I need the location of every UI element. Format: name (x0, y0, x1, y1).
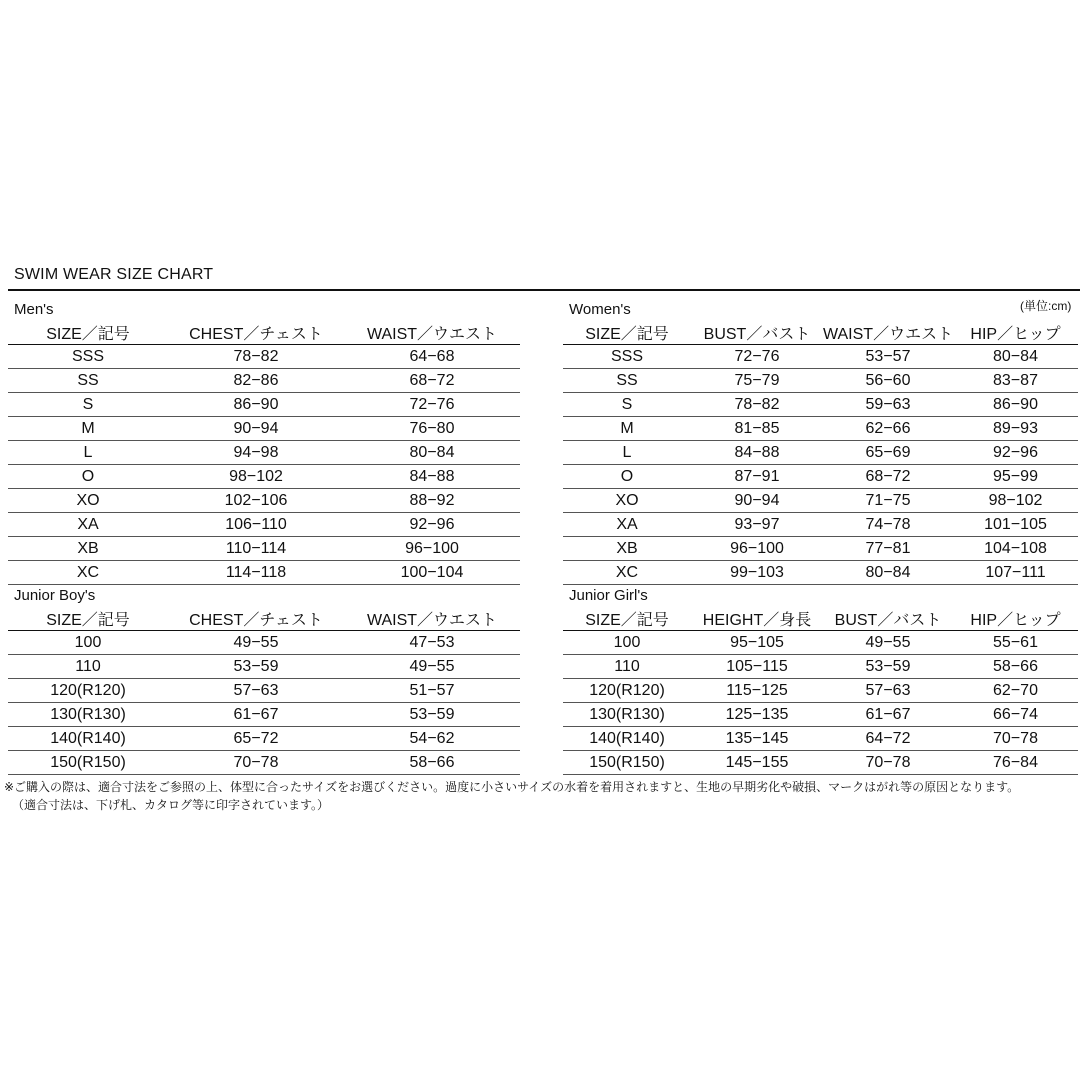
title-divider (8, 289, 1080, 291)
measurement-cell: 72−76 (344, 393, 520, 417)
junior-girls-table (563, 607, 1078, 775)
measurement-cell: 95−105 (691, 631, 823, 655)
header-row (8, 321, 520, 345)
measurement-cell: 56−60 (823, 369, 953, 393)
measurement-cell: 114−118 (168, 561, 344, 585)
measurement-cell: 74−78 (823, 513, 953, 537)
measurement-cell: 92−96 (344, 513, 520, 537)
junior-boys-title: Junior Boy's (14, 587, 96, 604)
size-cell: XO (563, 489, 691, 513)
column-header: HIP／ヒップ (953, 321, 1078, 345)
measurement-cell: 96−100 (691, 537, 823, 561)
table-row (8, 489, 520, 513)
size-cell: XC (563, 561, 691, 585)
size-cell: M (563, 417, 691, 441)
measurement-cell: 65−72 (168, 727, 344, 751)
measurement-cell: 92−96 (953, 441, 1078, 465)
measurement-cell: 70−78 (953, 727, 1078, 751)
table-row (8, 655, 520, 679)
measurement-cell: 72−76 (691, 345, 823, 369)
measurement-cell: 110−114 (168, 537, 344, 561)
measurement-cell: 86−90 (953, 393, 1078, 417)
chart-title: SWIM WEAR SIZE CHART (14, 266, 214, 283)
size-cell: S (8, 393, 168, 417)
size-cell: L (8, 441, 168, 465)
table-row (563, 393, 1078, 417)
measurement-cell: 95−99 (953, 465, 1078, 489)
column-header: WAIST／ウエスト (823, 321, 953, 345)
measurement-cell: 80−84 (953, 345, 1078, 369)
measurement-cell: 54−62 (344, 727, 520, 751)
table-row (8, 631, 520, 655)
table-row (8, 751, 520, 775)
column-header: BUST／バスト (691, 321, 823, 345)
size-cell: XC (8, 561, 168, 585)
measurement-cell: 62−70 (953, 679, 1078, 703)
table-row (8, 417, 520, 441)
table-row (8, 513, 520, 537)
table-row (563, 465, 1078, 489)
junior-girls-section (563, 585, 1078, 775)
table-row (8, 393, 520, 417)
mens-section (8, 299, 520, 585)
table-row (8, 345, 520, 369)
column-header: HIP／ヒップ (953, 607, 1078, 631)
measurement-cell: 61−67 (168, 703, 344, 727)
womens-title: Women's (569, 301, 631, 318)
size-cell: XO (8, 489, 168, 513)
measurement-cell: 68−72 (344, 369, 520, 393)
measurement-cell: 145−155 (691, 751, 823, 775)
table-row (8, 679, 520, 703)
measurement-cell: 87−91 (691, 465, 823, 489)
measurement-cell: 115−125 (691, 679, 823, 703)
unit-label: (単位:cm) (1020, 299, 1072, 313)
column-header: CHEST／チェスト (168, 321, 344, 345)
size-cell: XA (563, 513, 691, 537)
header-row (8, 607, 520, 631)
table-row (563, 631, 1078, 655)
measurement-cell: 62−66 (823, 417, 953, 441)
measurement-cell: 107−111 (953, 561, 1078, 585)
measurement-cell: 98−102 (168, 465, 344, 489)
column-header: SIZE／記号 (563, 321, 691, 345)
junior-boys-section (8, 585, 520, 775)
measurement-cell: 76−84 (953, 751, 1078, 775)
measurement-cell: 105−115 (691, 655, 823, 679)
size-cell: XB (563, 537, 691, 561)
measurement-cell: 104−108 (953, 537, 1078, 561)
size-cell: XB (8, 537, 168, 561)
size-cell: 110 (8, 655, 168, 679)
column-header: CHEST／チェスト (168, 607, 344, 631)
table-row (8, 727, 520, 751)
table-row (563, 513, 1078, 537)
table-row (8, 537, 520, 561)
measurement-cell: 65−69 (823, 441, 953, 465)
size-cell: S (563, 393, 691, 417)
size-cell: 120(R120) (563, 679, 691, 703)
measurement-cell: 100−104 (344, 561, 520, 585)
measurement-cell: 90−94 (168, 417, 344, 441)
header-row (563, 321, 1078, 345)
table-row (563, 441, 1078, 465)
size-cell: L (563, 441, 691, 465)
measurement-cell: 66−74 (953, 703, 1078, 727)
size-cell: 150(R150) (563, 751, 691, 775)
measurement-cell: 89−93 (953, 417, 1078, 441)
table-row (563, 561, 1078, 585)
size-cell: SS (8, 369, 168, 393)
table-row (563, 751, 1078, 775)
measurement-cell: 47−53 (344, 631, 520, 655)
column-header: WAIST／ウエスト (344, 607, 520, 631)
measurement-cell: 76−80 (344, 417, 520, 441)
column-header: HEIGHT／身長 (691, 607, 823, 631)
womens-section (563, 299, 1078, 585)
column-header: WAIST／ウエスト (344, 321, 520, 345)
womens-table (563, 321, 1078, 585)
measurement-cell: 98−102 (953, 489, 1078, 513)
footnote-line: ※ご購入の際は、適合寸法をご参照の上、体型に合ったサイズをお選びください。過度に小さいサイズの水着を着用されますと、生地の早期劣化や破損、マークはがれ等の原因となります。 (4, 780, 1020, 794)
measurement-cell: 84−88 (344, 465, 520, 489)
measurement-cell: 102−106 (168, 489, 344, 513)
size-cell: O (563, 465, 691, 489)
measurement-cell: 64−72 (823, 727, 953, 751)
measurement-cell: 80−84 (823, 561, 953, 585)
measurement-cell: 77−81 (823, 537, 953, 561)
table-row (563, 345, 1078, 369)
size-cell: 100 (8, 631, 168, 655)
measurement-cell: 90−94 (691, 489, 823, 513)
mens-title: Men's (14, 301, 54, 318)
measurement-cell: 49−55 (344, 655, 520, 679)
size-cell: 150(R150) (8, 751, 168, 775)
measurement-cell: 84−88 (691, 441, 823, 465)
table-row (563, 537, 1078, 561)
measurement-cell: 106−110 (168, 513, 344, 537)
size-cell: 140(R140) (563, 727, 691, 751)
measurement-cell: 80−84 (344, 441, 520, 465)
size-cell: 130(R130) (563, 703, 691, 727)
size-cell: XA (8, 513, 168, 537)
measurement-cell: 96−100 (344, 537, 520, 561)
measurement-cell: 53−57 (823, 345, 953, 369)
table-row (8, 441, 520, 465)
footnotes (4, 778, 1019, 814)
footnote-line: （適合寸法は、下げ札、カタログ等に印字されています。） (12, 798, 330, 812)
measurement-cell: 125−135 (691, 703, 823, 727)
measurement-cell: 88−92 (344, 489, 520, 513)
table-row (563, 727, 1078, 751)
table-row (563, 369, 1078, 393)
measurement-cell: 58−66 (344, 751, 520, 775)
table-row (8, 561, 520, 585)
junior-boys-table (8, 607, 520, 775)
column-header: BUST／バスト (823, 607, 953, 631)
size-cell: 140(R140) (8, 727, 168, 751)
measurement-cell: 135−145 (691, 727, 823, 751)
measurement-cell: 101−105 (953, 513, 1078, 537)
measurement-cell: 70−78 (823, 751, 953, 775)
junior-girls-title: Junior Girl's (569, 587, 648, 604)
table-row (563, 703, 1078, 727)
column-header: SIZE／記号 (8, 607, 168, 631)
table-row (563, 655, 1078, 679)
measurement-cell: 82−86 (168, 369, 344, 393)
table-row (8, 369, 520, 393)
size-cell: SSS (563, 345, 691, 369)
measurement-cell: 94−98 (168, 441, 344, 465)
size-cell: 110 (563, 655, 691, 679)
measurement-cell: 57−63 (168, 679, 344, 703)
measurement-cell: 99−103 (691, 561, 823, 585)
column-header: SIZE／記号 (8, 321, 168, 345)
measurement-cell: 70−78 (168, 751, 344, 775)
measurement-cell: 86−90 (168, 393, 344, 417)
measurement-cell: 78−82 (691, 393, 823, 417)
measurement-cell: 93−97 (691, 513, 823, 537)
size-cell: SS (563, 369, 691, 393)
table-row (563, 489, 1078, 513)
size-cell: 120(R120) (8, 679, 168, 703)
measurement-cell: 64−68 (344, 345, 520, 369)
measurement-cell: 57−63 (823, 679, 953, 703)
table-row (563, 679, 1078, 703)
size-cell: 130(R130) (8, 703, 168, 727)
measurement-cell: 58−66 (953, 655, 1078, 679)
measurement-cell: 51−57 (344, 679, 520, 703)
table-row (8, 465, 520, 489)
measurement-cell: 61−67 (823, 703, 953, 727)
size-cell: M (8, 417, 168, 441)
measurement-cell: 78−82 (168, 345, 344, 369)
column-header: SIZE／記号 (563, 607, 691, 631)
measurement-cell: 55−61 (953, 631, 1078, 655)
measurement-cell: 53−59 (168, 655, 344, 679)
table-row (8, 703, 520, 727)
size-cell: 100 (563, 631, 691, 655)
measurement-cell: 75−79 (691, 369, 823, 393)
measurement-cell: 49−55 (823, 631, 953, 655)
measurement-cell: 81−85 (691, 417, 823, 441)
header-row (563, 607, 1078, 631)
measurement-cell: 53−59 (344, 703, 520, 727)
measurement-cell: 68−72 (823, 465, 953, 489)
measurement-cell: 71−75 (823, 489, 953, 513)
measurement-cell: 53−59 (823, 655, 953, 679)
size-cell: SSS (8, 345, 168, 369)
table-row (563, 417, 1078, 441)
measurement-cell: 49−55 (168, 631, 344, 655)
measurement-cell: 83−87 (953, 369, 1078, 393)
size-cell: O (8, 465, 168, 489)
measurement-cell: 59−63 (823, 393, 953, 417)
mens-table (8, 321, 520, 585)
